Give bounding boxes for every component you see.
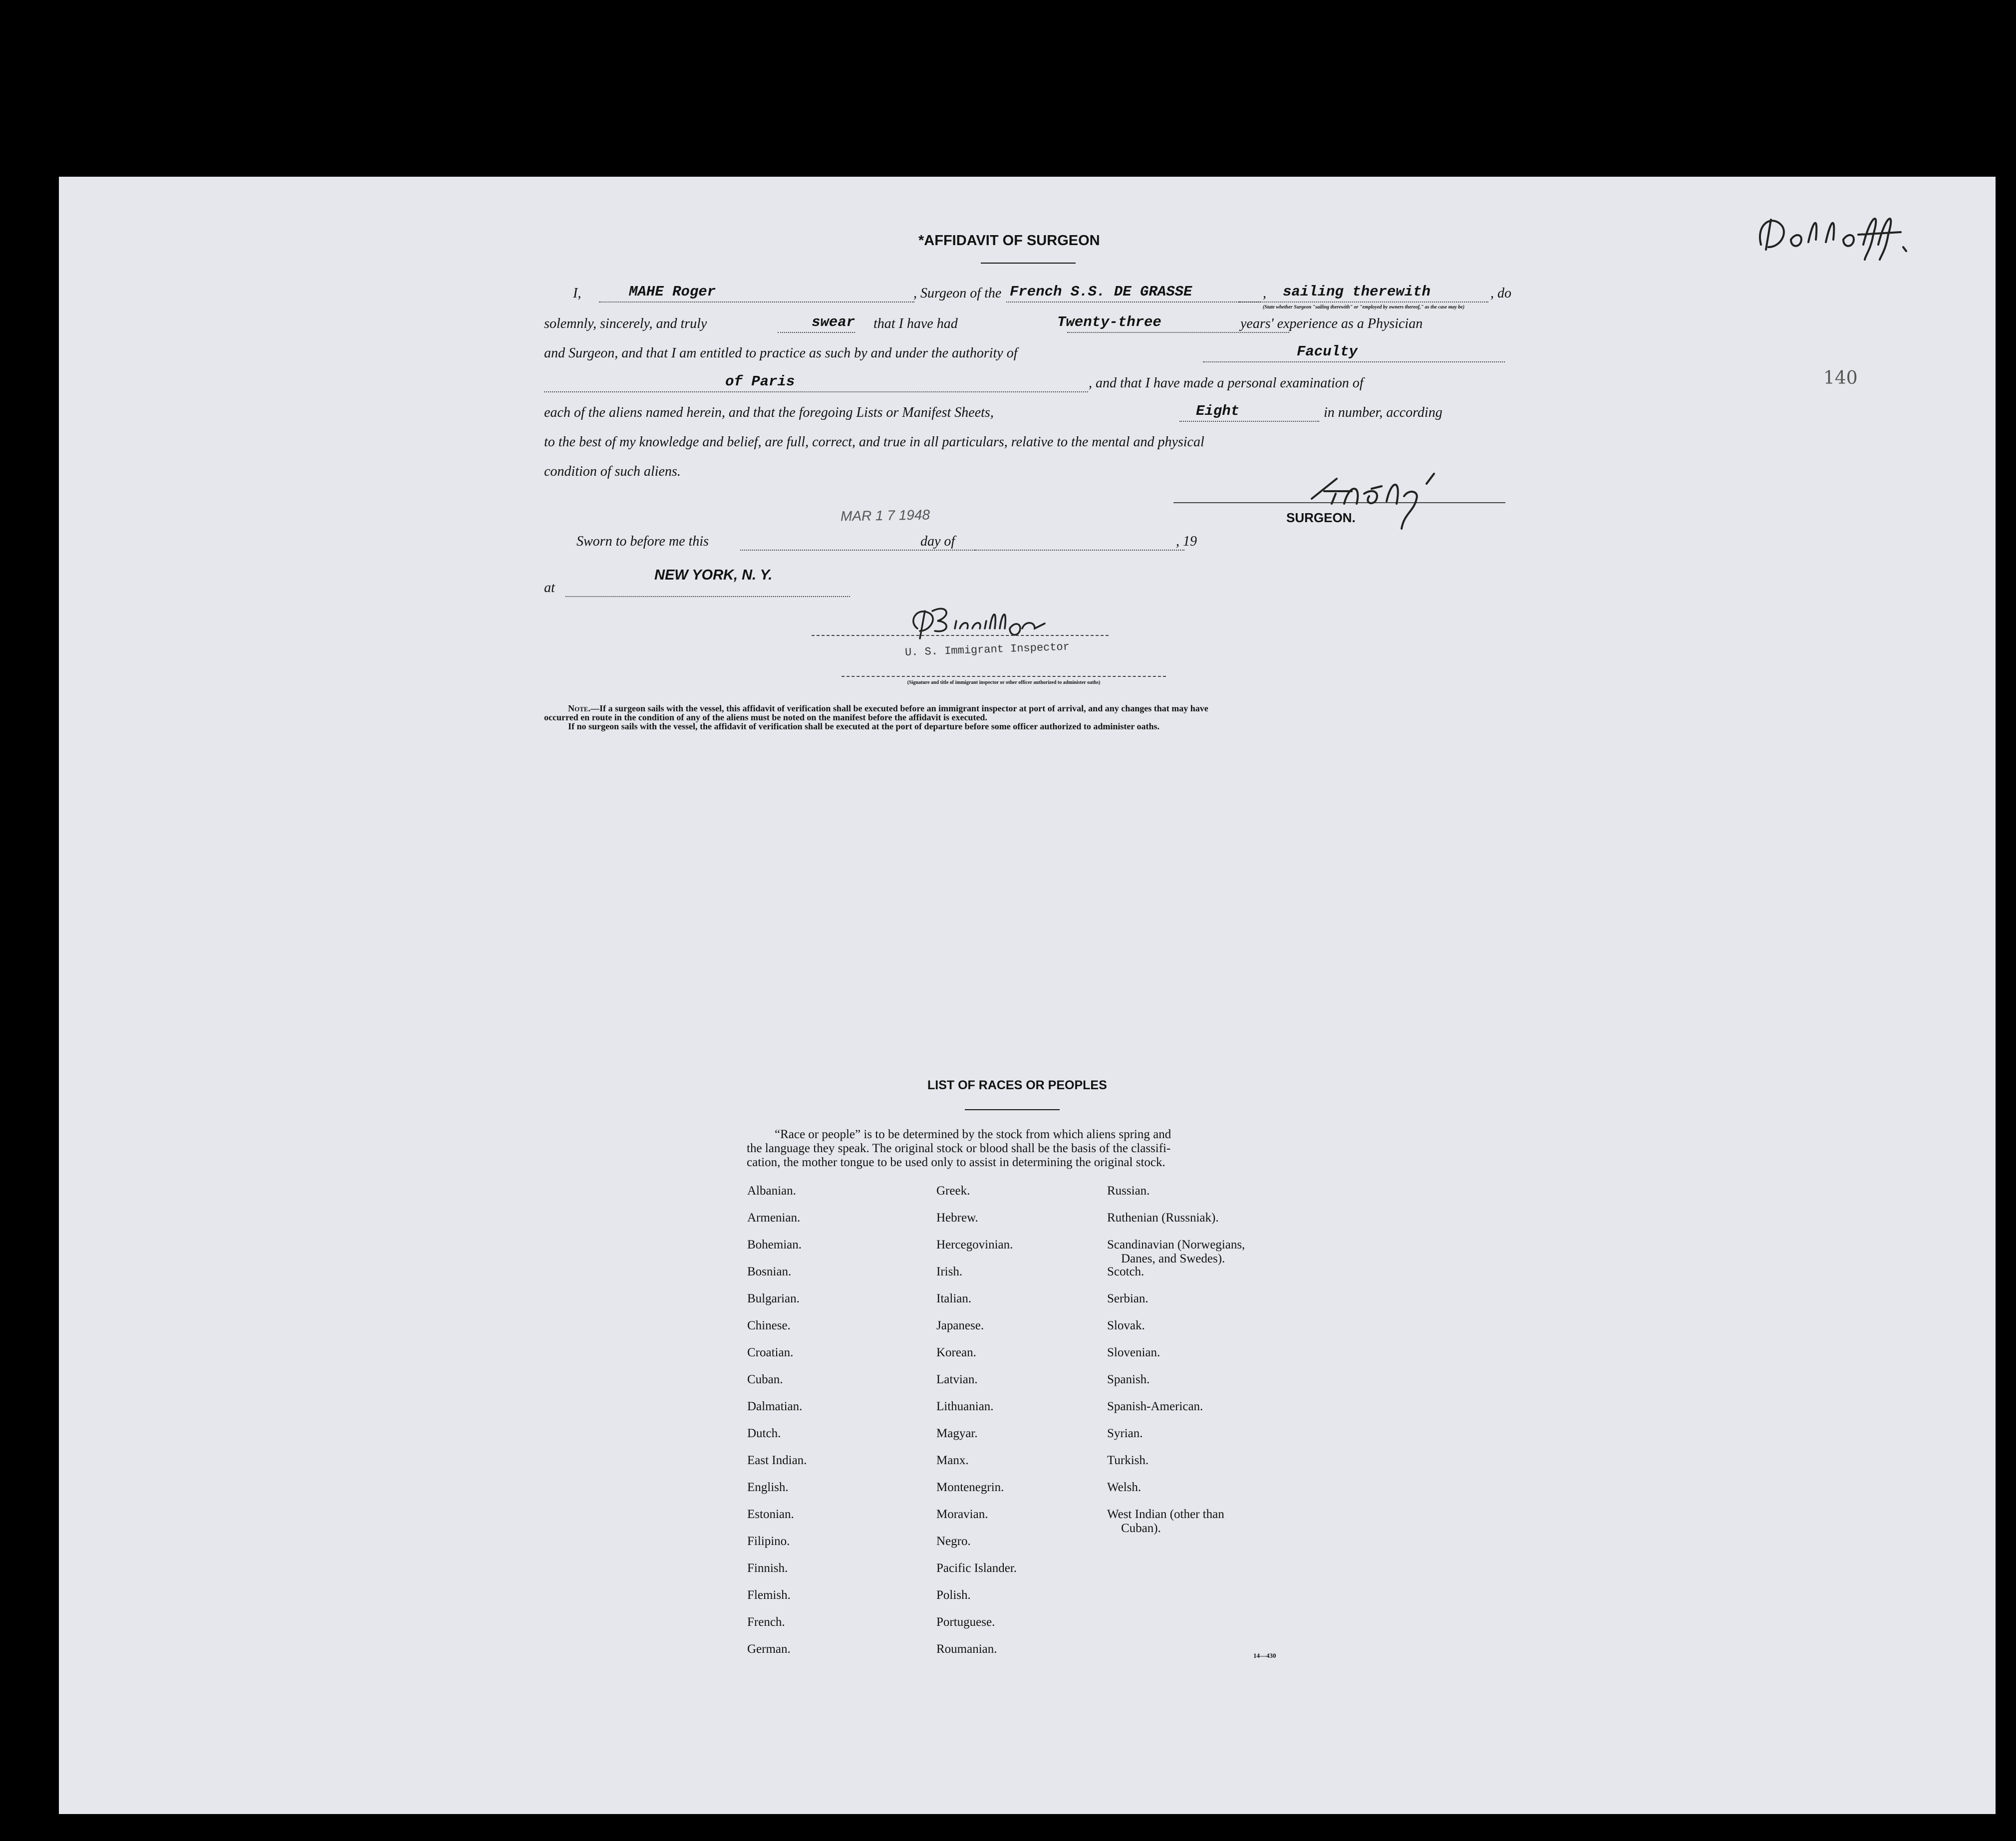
race-item: Italian. — [936, 1292, 972, 1305]
races-title: LIST OF RACES OR PEOPLES — [927, 1078, 1107, 1092]
race-item: Croatian. — [747, 1346, 794, 1359]
inspector-hint: (Signature and title of immigrant inspector or other officer authorized to administer oaths) — [907, 680, 1101, 685]
surgeon-status: sailing therewith — [1283, 284, 1431, 300]
race-item: Pacific Islander. — [936, 1561, 1017, 1575]
place: NEW YORK, N. Y. — [654, 567, 773, 583]
affidavit-title: *AFFIDAVIT OF SURGEON — [918, 233, 1100, 249]
authority-continued: of Paris — [725, 373, 795, 390]
at-line: at NEW YORK, N. Y. — [59, 580, 1996, 600]
race-item: Greek. — [936, 1184, 970, 1198]
race-item: Japanese. — [936, 1319, 984, 1332]
race-item: Irish. — [936, 1265, 963, 1278]
race-item: East Indian. — [747, 1454, 807, 1467]
affidavit-note: Note.—If a surgeon sails with the vessel, this affidavit of verification shall be executed before an immigrant inspector at port of arrival, and any changes that may have occurred en route in the condition of any of the aliens must be noted on the manifest before the affidavit is executed. If no surgeon sails with the vessel, the affidavit of verification shall be executed at the port of departure before some officer authorized to administer oaths. — [544, 703, 1208, 731]
race-item: Hebrew. — [936, 1211, 978, 1225]
race-item: Chinese. — [747, 1319, 791, 1332]
race-item: Russian. — [1107, 1184, 1150, 1198]
race-item: Scandinavian (Norwegians, Danes, and Swedes). — [1107, 1238, 1245, 1265]
race-item: Polish. — [936, 1588, 971, 1602]
race-item: German. — [747, 1642, 791, 1656]
form-number: 14—430 — [1253, 1652, 1276, 1659]
race-item: Filipino. — [747, 1534, 790, 1548]
surgeon-label: SURGEON. — [1286, 510, 1356, 525]
affidavit-line-1: I, MAHE Roger , Surgeon of the French S.S. DE GRASSE , sailing therewith , do (State whether Surgeon "sailing therewith" or "employed by owners thereof," as the case may be) — [573, 284, 1511, 310]
race-item: Syrian. — [1107, 1427, 1143, 1440]
sheets-field-line — [1179, 421, 1319, 422]
sworn-day-field-line — [740, 550, 975, 551]
affidavit-line-5: each of the aliens named herein, and that the foregoing Lists or Manifest Sheets, Eight in number, according — [59, 405, 1996, 425]
race-item: Dalmatian. — [747, 1400, 803, 1413]
affidavit-line-2: solemnly, sincerely, and truly swear that I have had Twenty-three years' experience as a Physician — [59, 316, 1996, 336]
affidavit-line-4: of Paris , and that I have made a personal examination of — [59, 375, 1996, 395]
race-item: French. — [747, 1615, 785, 1629]
race-item: Spanish-American. — [1107, 1400, 1203, 1413]
race-item: Finnish. — [747, 1561, 788, 1575]
status-hint: (State whether Surgeon "sailing therewith" or "employed by owners thereof," as the case may be) — [1262, 305, 1465, 310]
name-field-line — [599, 302, 914, 303]
race-item: Korean. — [936, 1346, 976, 1359]
race-item: Montenegrin. — [936, 1481, 1004, 1494]
years-experience: Twenty-three — [1057, 314, 1161, 330]
race-item: Dutch. — [747, 1427, 781, 1440]
document-page — [59, 177, 1996, 1814]
race-item: Lithuanian. — [936, 1400, 994, 1413]
sworn-month-field-line — [975, 550, 1184, 551]
affidavit-line-6: to the best of my knowledge and belief, are full, correct, and true in all particulars, relative to the mental and physical — [544, 434, 1204, 450]
inspector-signature-line — [812, 635, 1109, 636]
surgeon-name: MAHE Roger — [629, 284, 716, 300]
race-item: Negro. — [936, 1534, 971, 1548]
handwritten-name-signature — [1751, 205, 1911, 265]
race-item: Flemish. — [747, 1588, 791, 1602]
race-item: West Indian (other than Cuban). — [1107, 1508, 1224, 1535]
race-item: Welsh. — [1107, 1481, 1142, 1494]
authority: Faculty — [1297, 343, 1358, 360]
authority-field-line — [1203, 361, 1505, 362]
vessel-field-line — [1006, 302, 1261, 303]
affidavit-line-3: and Surgeon, and that I am entitled to practice as such by and under the authority of Faculty — [59, 345, 1996, 365]
inspector-title-line — [842, 676, 1166, 677]
race-item: Bohemian. — [747, 1238, 802, 1251]
race-item: Roumanian. — [936, 1642, 997, 1656]
race-item: Magyar. — [936, 1427, 978, 1440]
race-item: Scotch. — [1107, 1265, 1145, 1278]
page-number: 140 — [1823, 368, 1858, 388]
race-item: English. — [747, 1481, 789, 1494]
race-item: Bosnian. — [747, 1265, 792, 1278]
vessel-name: French S.S. DE GRASSE — [1010, 284, 1192, 300]
inspector-title: U. S. Immigrant Inspector — [904, 640, 1070, 659]
inspector-handwritten-signature — [902, 601, 1047, 646]
date-stamp: MAR 1 7 1948 — [840, 507, 930, 524]
race-item: Armenian. — [747, 1211, 801, 1225]
race-item: Albanian. — [747, 1184, 796, 1198]
race-item: Hercegovinian. — [936, 1238, 1013, 1251]
race-item: Slovenian. — [1107, 1346, 1160, 1359]
races-title-rule — [965, 1109, 1060, 1110]
status-field-line — [1239, 302, 1488, 303]
race-item: Cuban. — [747, 1373, 783, 1386]
sheet-count: Eight — [1196, 403, 1240, 419]
sworn-line: Sworn to before me this MAR 1 7 1948 day of , 19 — [59, 534, 1996, 554]
race-item: Slovak. — [1107, 1319, 1145, 1332]
oath-word: swear — [812, 314, 856, 330]
races-intro: “Race or people” is to be determined by the stock from which aliens spring and the language they speak. The original stock or blood shall be the basis of the classifi- cation, the mother tongue to be used only to assist in determining the original stock. — [747, 1128, 1171, 1169]
race-item: Portuguese. — [936, 1615, 995, 1629]
affidavit-line-7: condition of such aliens. — [544, 464, 681, 479]
place-field-line — [566, 596, 850, 597]
race-item: Bulgarian. — [747, 1292, 800, 1305]
race-item: Moravian. — [936, 1508, 988, 1521]
oath-field-line — [778, 332, 855, 333]
authority-cont-field-line — [544, 391, 1088, 392]
race-item: Ruthenian (Russniak). — [1107, 1211, 1219, 1225]
race-item: Estonian. — [747, 1508, 794, 1521]
race-item: Latvian. — [936, 1373, 978, 1386]
race-item: Manx. — [936, 1454, 969, 1467]
race-item: Serbian. — [1107, 1292, 1149, 1305]
years-field-line — [1067, 332, 1289, 333]
race-item: Spanish. — [1107, 1373, 1150, 1386]
race-item: Turkish. — [1107, 1454, 1149, 1467]
title-rule — [981, 263, 1076, 264]
